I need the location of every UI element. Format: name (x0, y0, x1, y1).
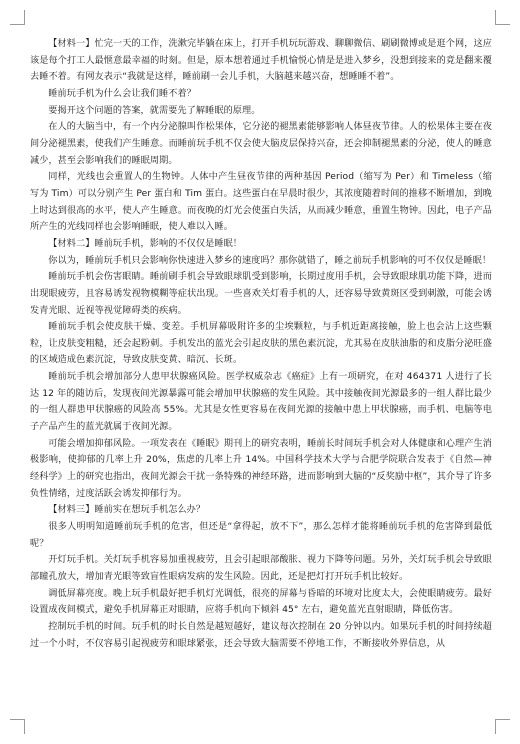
page-corner-mark (10, 719, 25, 734)
page-corner-mark (495, 10, 510, 25)
paragraph: 调低屏幕亮度。晚上玩手机最好把手机灯光调低，很亮的屏幕与昏暗的环境对比度太大，会使眼睛疲劳。最好设置成夜间模式，避免手机屏幕正对眼睛，应将手机向下倾斜 45° 左右，避免蓝光直射眼睛，降低伤害。 (30, 588, 492, 616)
paragraph: 睡前玩手机会增加部分人患甲状腺癌风险。医学权威杂志《癌症》上有一项研究，在对 464371 人进行了长达 12 年的随访后，发现夜间光源暴露可能会增加甲状腺癌的发生风险。其中接触夜间光源最多的一组人群比最少的一组人群患甲状腺癌的风险高 55%。尤其是女性更容易在夜间光源的接触中患上甲状腺癌，而手机、电脑等电子产品产生的蓝光就属于夜间光源。 (30, 372, 492, 433)
paragraph-material-1-intro: 【材料一】忙完一天的工作，洗漱完毕躺在床上，打开手机玩玩游戏、聊聊微信、刷刷微博或是逛个网，这应该是每个打工人最惬意最幸福的时刻。但是，原本想着通过手机愉悦心情是是进入梦乡，没想到接来的竟是翻来覆去睡不着。有网友表示“我就是这样，睡前刷一会儿手机，大脑越来越兴奋，想睡睡不着”。 (30, 39, 492, 83)
paragraph: 开灯玩手机。关灯玩手机容易加重视疲劳，且会引起眼部酸胀、视力下降等问题。另外，关灯玩手机会导致眼部瞳孔放大，增加青光眼等致盲性眼病发病的发生风险。因此，还是把灯打开玩手机比较好。 (30, 555, 492, 582)
paragraph: 你以为，睡前玩手机只会影响你快速进入梦乡的速度吗？那你就错了，睡之前玩手机影响的可不仅仅是睡眠！ (48, 255, 492, 266)
paragraph: 要揭开这个问题的答案，就需要先了解睡眠的原理。 (48, 105, 261, 116)
paragraph: 可能会增加抑郁风险。一项发表在《睡眠》期刊上的研究表明，睡前长时间玩手机会对人体健康和心理产生消极影响，使抑郁的几率上升 20%，焦虑的几率上升 14%。中国科学技术大学与合肥学院联合发表于《自然—神经科学》上的研究也指出，夜间光源会干扰一条特殊的神经环路，进而影响到大脑的“反奖励中枢”，其介导了许多负性情绪，过度活跃会诱发抑郁行为。 (30, 438, 492, 499)
page-corner-mark (10, 10, 25, 25)
paragraph: 控制玩手机的时间。玩手机的时长自然是越短越好，建议每次控制在 20 分钟以内。如果玩手机的时间持续超过一个小时，不仅容易引起视疲劳和眼球紧张，还会导致大脑需要不停地工作，不断接收外界信息，从 (30, 621, 492, 649)
page-corner-mark (495, 719, 510, 734)
paragraph: 同样，光线也会重置人的生物钟。人体中产生昼夜节律的两种基因 Period（缩写为 Per）和 Timeless（缩写为 Tim）可以分别产生 Per 蛋白和 Tim 蛋白。这些蛋白在早晨时很少，其浓度随着时间的推移不断增加，到晚上时达到很高的水平，使人产生睡意。而夜晚的灯光会使蛋白失活，从而减少睡意，重置生物钟。因此，电子产品所产生的光线同样也会影响睡眠，使人难以入睡。 (30, 172, 492, 233)
paragraph-question: 睡前玩手机为什么会让我们睡不着？ (48, 88, 196, 99)
paragraph-material-2-heading: 【材料二】睡前玩手机，影响的不仅仅是睡眠！ (48, 238, 243, 249)
document-body (30, 36, 492, 652)
paragraph: 睡前玩手机会伤害眼睛。睡前刷手机会导致眼球肌受到影响，长期过度用手机，会导致眼球肌功能下降，进而出现眼疲劳，且容易诱发视物模糊等症状出现。一些喜欢关灯看手机的人，还容易导致黄斑区受到刺激，可能会诱发青光眼、近视等视觉障碍类的疾病。 (30, 272, 492, 316)
paragraph-material-3-heading: 【材料三】睡前实在想玩手机怎么办？ (48, 505, 206, 516)
paragraph: 很多人明明知道睡前玩手机的危害，但还是“拿得起，放不下”，那么怎样才能将睡前玩手机的危害降到最低呢？ (30, 522, 492, 549)
paragraph: 睡前玩手机会使皮肤干燥、变差。手机屏幕吸附许多的尘埃颗粒，与手机近距离接触，脸上也会沾上这些颗粒，让皮肤变粗糙，还会起粉刺。手机发出的蓝光会引起皮肤的黑色素沉淀，尤其易在皮肤油脂的和皮脂分泌旺盛的区域造成色素沉淀，导致皮肤变黄、暗沉、长斑。 (30, 322, 492, 366)
paragraph: 在人的大脑当中，有一个内分泌腺叫作松果体，它分泌的褪黑素能够影响人体昼夜节律。人的松果体主要在夜间分泌褪黑素，使我们产生睡意。而睡前玩手机不仅会使大脑皮层保持兴奋，还会抑制褪黑素的分泌，使人的睡意减少，甚至会影响我们的睡眠周期。 (30, 122, 492, 166)
